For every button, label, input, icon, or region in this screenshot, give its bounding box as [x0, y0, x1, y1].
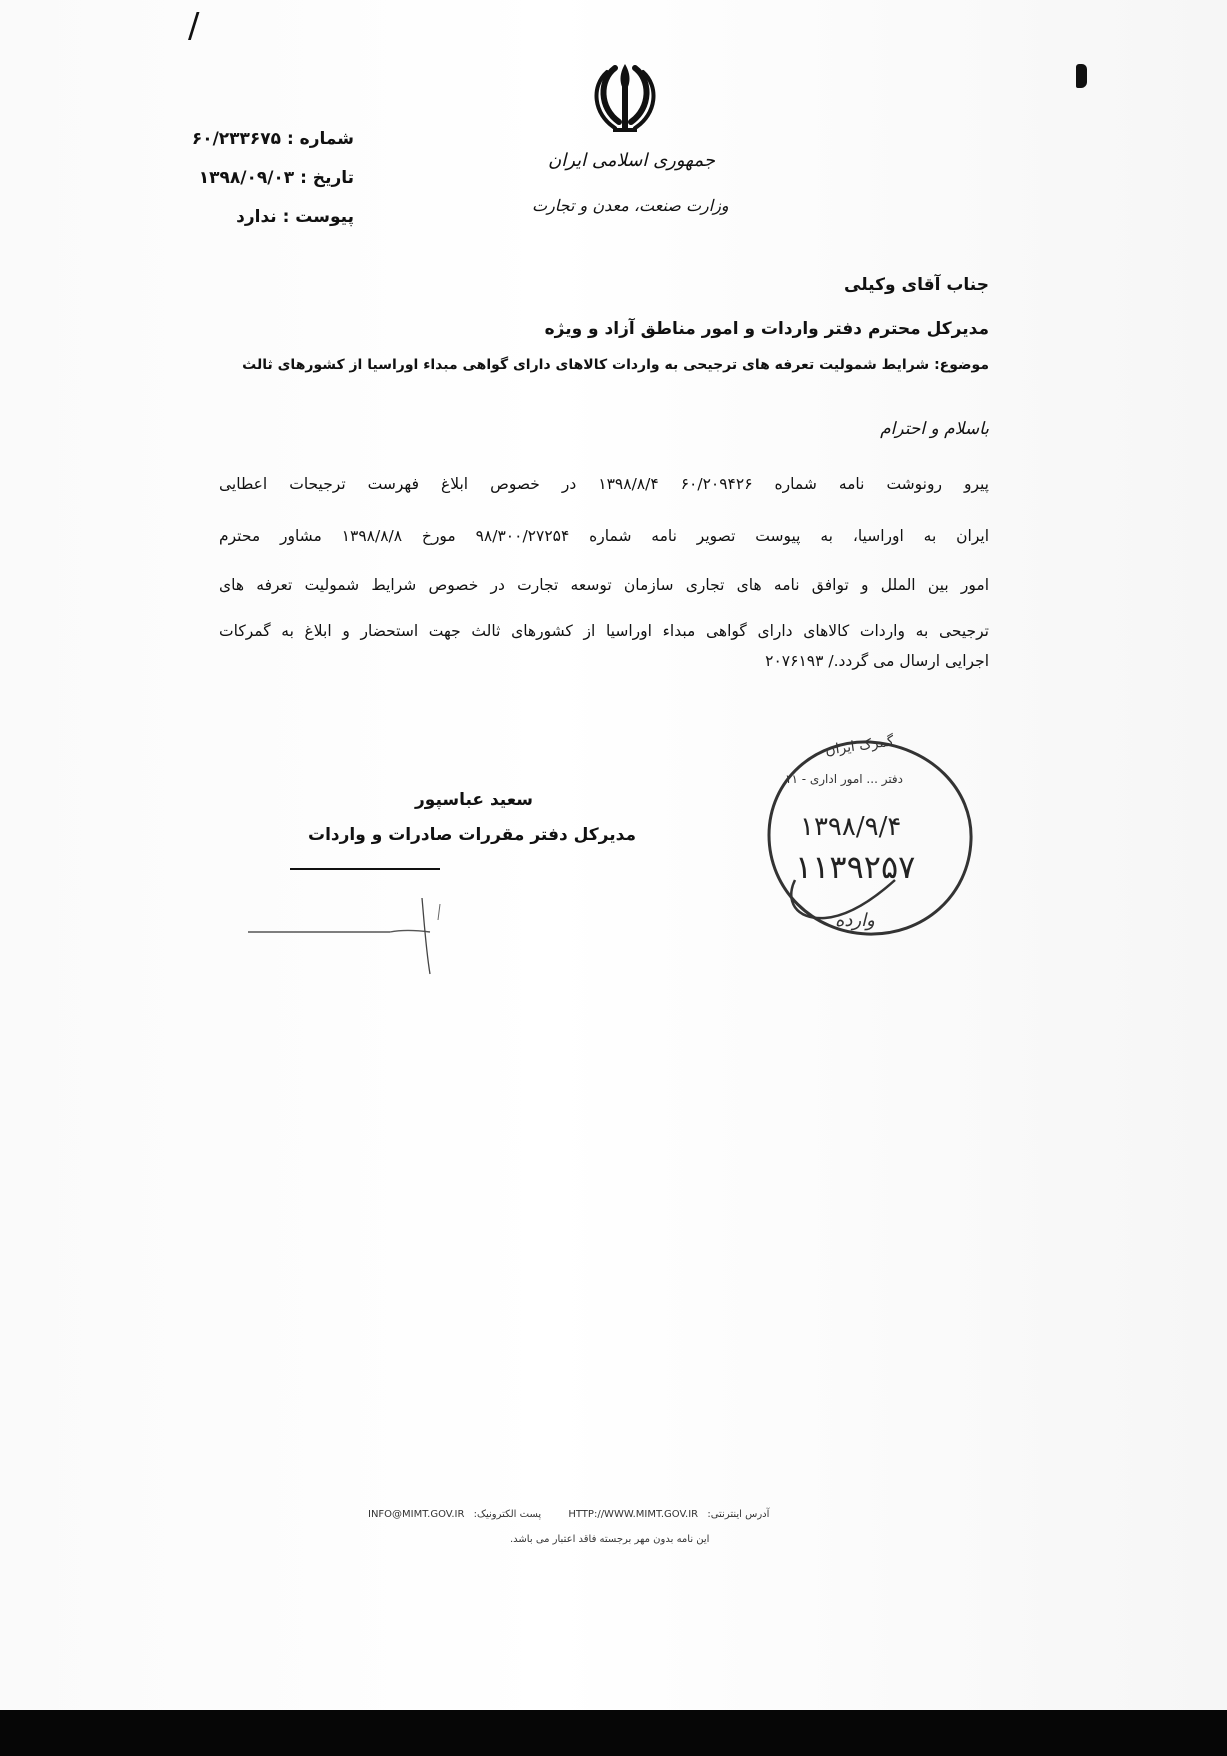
number-label: شماره : — [286, 129, 354, 149]
signer-name: سعید عباسپور — [415, 790, 534, 810]
signature-underline — [290, 868, 440, 870]
attachment-label: پیوست : — [282, 207, 354, 227]
footer-email-label: پست الکترونیک: — [473, 1509, 542, 1520]
date-value: ۱۳۹۸/۰۹/۰۳ — [198, 168, 295, 188]
stamp-office: دفتر ... امور اداری - ۱۱ — [785, 772, 904, 786]
stamp-date: ۱۳۹۸/۹/۴ — [800, 812, 902, 842]
scan-edge — [0, 1710, 1227, 1756]
date-label: تاریخ : — [300, 168, 354, 188]
number-value: ۶۰/۲۳۳۶۷۵ — [191, 129, 282, 149]
attachment-value: ندارد — [236, 207, 277, 227]
footer-website-label: آدرس اینترنتی: — [707, 1509, 770, 1520]
body-line: ایران به اوراسیا، به پیوست تصویر نامه شماره ۹۸/۳۰۰/۲۷۲۵۴ مورخ ۱۳۹۸/۸/۸ مشاور محترم — [219, 527, 989, 545]
signer-title: مدیرکل دفتر مقررات صادرات و واردات — [308, 825, 636, 845]
republic-name: جمهوری اسلامی ایران — [548, 150, 715, 171]
ministry-name: وزارت صنعت، معدن و تجارت — [532, 196, 729, 215]
letter-attachment — [236, 207, 354, 227]
body-line: اجرایی ارسال می گردد./ ۲۰۷۶۱۹۳ — [765, 652, 989, 670]
letter-subject: موضوع: شرایط شمولیت تعرفه های ترجیحی به واردات کالاهای دارای گواهی مبداء اوراسیا از کشورهای ثالث — [242, 357, 989, 373]
ink-blot — [1076, 64, 1087, 88]
letter-date — [199, 168, 354, 188]
footer-email: INFO@MIMT.GOV.IR — [368, 1509, 465, 1520]
greeting: باسلام و احترام — [880, 419, 989, 439]
body-line: امور بین الملل و توافق نامه های تجاری سازمان توسعه تجارت در خصوص شرایط شمولیت تعرفه های — [219, 576, 989, 594]
stamp-org: گمرک ایران — [824, 733, 895, 759]
body-line: پیرو رونوشت نامه شماره ۶۰/۲۰۹۴۲۶ ۱۳۹۸/۸/۴ در خصوص ابلاغ فهرست ترجیحات اعطایی — [219, 475, 989, 493]
body-line: ترجیحی به واردات کالاهای دارای گواهی مبداء اوراسیا از کشورهای ثالث جهت استحضار و ابلاغ به گمرکات — [219, 622, 989, 640]
stamp-word: وارده — [835, 910, 875, 931]
footer-contacts — [368, 1509, 769, 1520]
letter-number — [192, 129, 354, 149]
iran-emblem-icon — [585, 58, 665, 134]
handwritten-signature — [240, 890, 470, 980]
footer-website: HTTP://WWW.MIMT.GOV.IR — [568, 1509, 699, 1520]
footer-note: این نامه بدون مهر برجسته فاقد اعتبار می باشد. — [510, 1534, 710, 1545]
recipient-title: مدیرکل محترم دفتر واردات و امور مناطق آزاد و ویژه — [544, 319, 989, 339]
stamp-number: ۱۱۳۹۲۵۷ — [795, 848, 916, 886]
recipient-name: جناب آقای وکیلی — [844, 275, 989, 295]
margin-mark: / — [188, 6, 200, 46]
